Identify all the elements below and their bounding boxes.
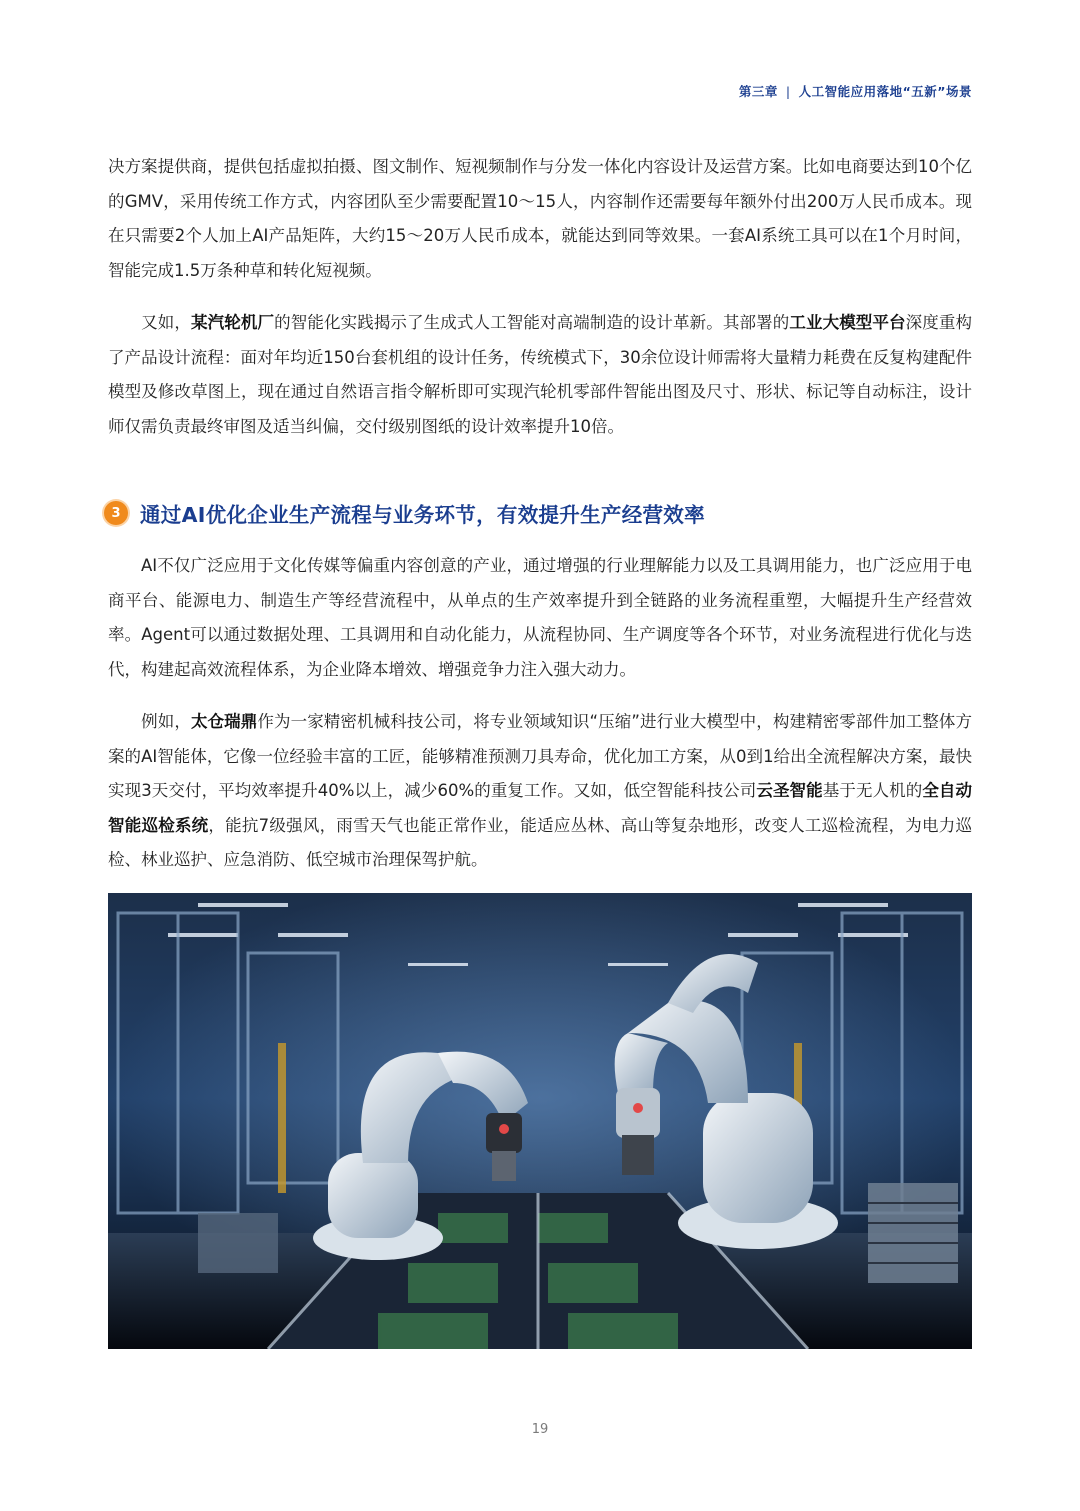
paragraph-ecommerce bbox=[108, 150, 972, 288]
page-number: 19 bbox=[531, 1422, 549, 1437]
text-run: ，能抗7级强风，雨雪天气也能正常作业，能适应丛林、高山等复杂地形，改变人工巡检流程，为电力巡检、林业巡护、应急消防、低空城市治理保驾护航。 bbox=[108, 815, 973, 869]
text-run: 的智能化实践揭示了生成式人工智能对高端制造的设计革新。其部署的 bbox=[274, 313, 790, 332]
paragraph-text: 决方案提供商，提供包括虚拟拍摄、图文制作、短视频制作与分发一体化内容设计及运营方案。比如电商要达到10个亿的GMV，采用传统工作方式，内容团队至少需要配置10～15人，内容制作还需要每年额外付出200万人民币成本。现在只需要2个人加上AI产品矩阵，大约15～20万人民币成本，就能达到同等效果。一套AI系统工具可以在1个月时间，智能完成1.5万条种草和转化短视频。 bbox=[108, 157, 972, 280]
paragraph-text: AI不仅广泛应用于文化传媒等偏重内容创意的产业，通过增强的行业理解能力以及工具调用能力，也广泛应用于电商平台、能源电力、制造生产等经营流程中，从单点的生产效率提升到全链路的业务流程重塑，大幅提升生产经营效率。Agent可以通过数据处理、工具调用和自动化能力，从流程协同、生产调度等各个环节，对业务流程进行优化与迭代，构建起高效流程体系，为企业降本增效、增强竞争力注入强大动力。 bbox=[108, 556, 972, 679]
section-heading bbox=[104, 498, 705, 528]
text-run: 例如， bbox=[141, 712, 191, 731]
bold-run: 全自动智能巡检系统 bbox=[108, 781, 973, 835]
paragraph-turbine-factory bbox=[108, 306, 972, 444]
bold-run: 云圣智能 bbox=[756, 781, 823, 800]
chapter-label: 第三章 bbox=[738, 84, 778, 99]
text-run: 又如， bbox=[141, 313, 191, 332]
text-run: 作为一家精密机械科技公司，将专业领域知识“压缩”进行业大模型中，构建精密零部件加工整体方案的AI智能体，它像一位经验丰富的工匠，能够精准预测刀具寿命，优化加工方案，从0到1给出全流程解决方案，最快实现3天交付，平均效率提升40%以上，减少60%的重复工作。又如，低空智能科技公司 bbox=[108, 712, 973, 800]
section-number-badge: 3 bbox=[104, 501, 128, 525]
paragraph-ai-production bbox=[108, 549, 972, 687]
robot-arms-factory-image bbox=[108, 893, 972, 1349]
running-header bbox=[739, 82, 972, 100]
section-title: 通过AI优化企业生产流程与业务环节，有效提升生产经营效率 bbox=[140, 503, 705, 527]
bold-run: 太仓瑞鼎 bbox=[190, 712, 258, 731]
text-run: 基于无人机的 bbox=[822, 781, 923, 800]
paragraph-examples bbox=[108, 705, 972, 878]
chapter-title: 人工智能应用落地“五新”场景 bbox=[798, 84, 972, 99]
text-run: 深度重构了产品设计流程：面对年均近150台套机组的设计任务，传统模式下，30余位设计师需将大量精力耗费在反复构建配件模型及修改草图上，现在通过自然语言指令解析即可实现汽轮机零部件智能出图及尺寸、形状、标记等自动标注，设计师仅需负责最终审图及适当纠偏，交付级别图纸的设计效率提升10倍。 bbox=[108, 313, 973, 436]
bold-run: 工业大模型平台 bbox=[789, 313, 906, 332]
bold-run: 某汽轮机厂 bbox=[190, 313, 275, 332]
header-separator: | bbox=[785, 83, 791, 99]
